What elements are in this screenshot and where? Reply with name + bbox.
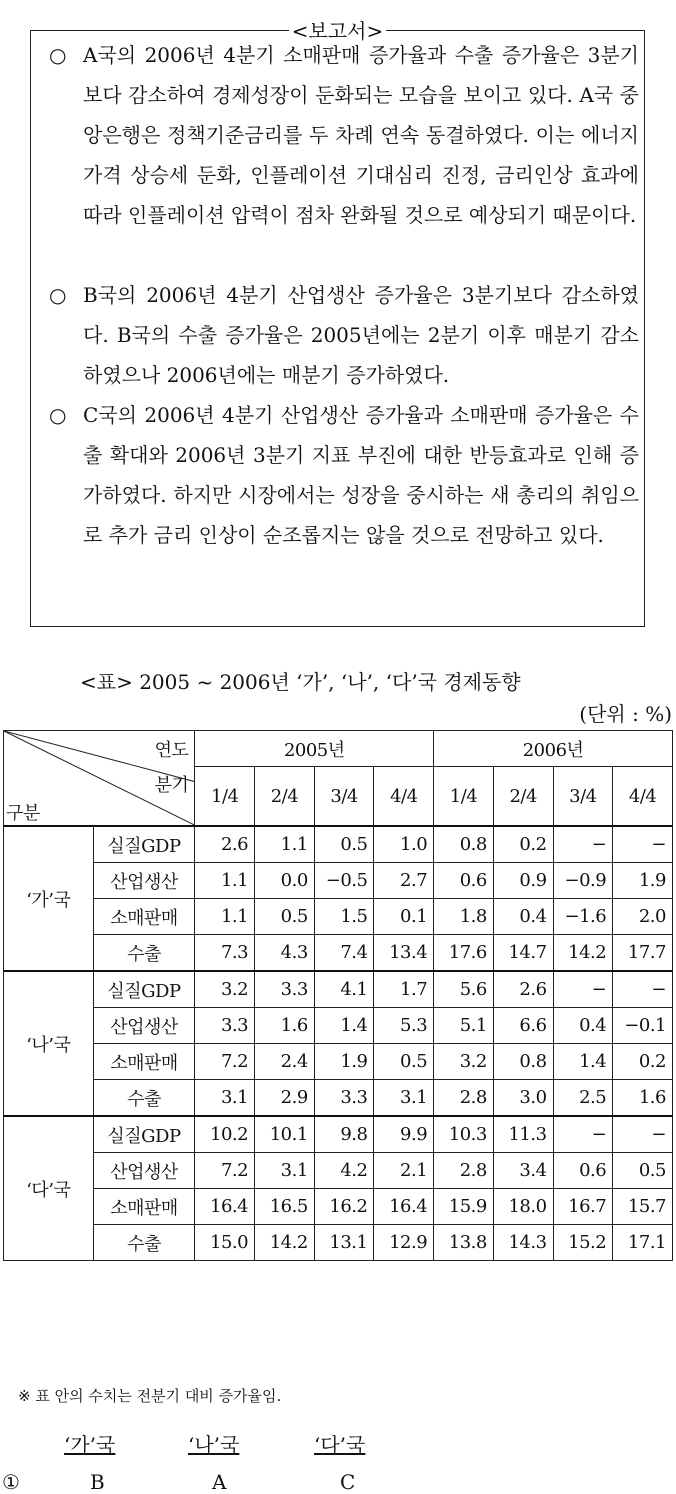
table-cell-value: 5.3 xyxy=(374,1008,434,1044)
table-cell-value: 4.2 xyxy=(314,1153,374,1189)
table-row xyxy=(4,935,673,972)
table-cell-value: 15.7 xyxy=(613,1189,673,1225)
table-cell-value: 3.2 xyxy=(195,971,255,1008)
indicator-label: 수출 xyxy=(93,1225,195,1261)
table-cell-value: 9.8 xyxy=(314,1116,374,1153)
indicator-label: 실질GDP xyxy=(93,971,195,1008)
table-row xyxy=(4,826,673,863)
table-note: ※ 표 안의 수치는 전분기 대비 증가율임. xyxy=(18,1387,282,1405)
table-row xyxy=(4,1189,673,1225)
table-cell-value: 16.2 xyxy=(314,1189,374,1225)
corner-category-label: 구분 xyxy=(6,803,40,824)
table-cell-value: 10.3 xyxy=(434,1116,494,1153)
table-cell-value: 5.6 xyxy=(434,971,494,1008)
table-cell-value: 3.4 xyxy=(493,1153,553,1189)
table-cell-value: 0.2 xyxy=(493,826,553,863)
report-title: <보고서> xyxy=(31,19,644,43)
table-cell-value: 16.7 xyxy=(553,1189,613,1225)
table-cell-value: 1.4 xyxy=(553,1044,613,1080)
table-row xyxy=(4,971,673,1008)
table-cell-value: 2.7 xyxy=(374,863,434,899)
table-cell-value: 2.1 xyxy=(374,1153,434,1189)
table-cell-value: 2.8 xyxy=(434,1080,494,1117)
table-cell-value: 4.1 xyxy=(314,971,374,1008)
answer-option-da: C xyxy=(340,1470,356,1494)
table-cell-value: 6.6 xyxy=(493,1008,553,1044)
table-cell-value: 15.0 xyxy=(195,1225,255,1261)
table-cell-value: 14.2 xyxy=(255,1225,315,1261)
table-cell-value: 1.0 xyxy=(374,826,434,863)
table-cell-value: 3.3 xyxy=(255,971,315,1008)
quarter-header: 4/4 xyxy=(613,767,673,827)
table-cell-value: 14.7 xyxy=(493,935,553,972)
report-box xyxy=(30,19,645,627)
report-paragraph-1: A국의 2006년 4분기 소매판매 증가율과 수출 증가율은 3분기보다 감소하여 경제성장이 둔화되는 모습을 보이고 있다. A국 중앙은행은 정책기준금리를 두 차례 연속 동결하였다. 이는 에너지가격 상승세 둔화, 인플레이션 기대심리 진정, 금리인상 효과에 따라 인플레이션 압력이 점차 완화될 것으로 예상되기 때문이다. xyxy=(83,43,639,227)
indicator-label: 소매판매 xyxy=(93,899,195,935)
country-group-label: ‘다’국 xyxy=(4,1116,94,1261)
quarter-header: 1/4 xyxy=(434,767,494,827)
table-cell-value: 7.2 xyxy=(195,1153,255,1189)
bullet-1: ○ xyxy=(49,43,67,67)
quarter-header: 3/4 xyxy=(314,767,374,827)
table-cell-value: 1.6 xyxy=(613,1080,673,1117)
table-cell-value: 0.6 xyxy=(434,863,494,899)
table-row xyxy=(4,1116,673,1153)
table-cell-value: 3.1 xyxy=(374,1080,434,1117)
table-cell-value: 1.1 xyxy=(195,863,255,899)
table-unit: (단위 : %) xyxy=(579,702,672,726)
table-cell-value: 14.3 xyxy=(493,1225,553,1261)
table-cell-value: −0.9 xyxy=(553,863,613,899)
table-cell-value: −0.5 xyxy=(314,863,374,899)
indicator-label: 소매판매 xyxy=(93,1044,195,1080)
table-cell-value: 14.2 xyxy=(553,935,613,972)
table-cell-value: 3.2 xyxy=(434,1044,494,1080)
country-group-label: ‘가’국 xyxy=(4,826,94,971)
table-cell-value: 4.3 xyxy=(255,935,315,972)
table-row xyxy=(4,863,673,899)
table-cell-value: −0.1 xyxy=(613,1008,673,1044)
table-cell-value: 18.0 xyxy=(493,1189,553,1225)
table-cell-value: 5.1 xyxy=(434,1008,494,1044)
bullet-2: ○ xyxy=(49,283,67,307)
report-paragraph-2: B국의 2006년 4분기 산업생산 증가율은 3분기보다 감소하였다. B국의 수출 증가율은 2005년에는 2분기 이후 매분기 감소하였으나 2006년에는 매분기 증가하였다. xyxy=(83,283,639,387)
table-cell-value: 1.4 xyxy=(314,1008,374,1044)
answer-header-ga: ‘가’국 xyxy=(64,1433,116,1457)
table-cell-value: 7.3 xyxy=(195,935,255,972)
corner-quarter-label: 분기 xyxy=(154,775,189,796)
table-cell-value: 1.8 xyxy=(434,899,494,935)
answer-header-da: ‘다’국 xyxy=(314,1433,366,1457)
table-cell-value: 17.1 xyxy=(613,1225,673,1261)
table-cell-value: 0.4 xyxy=(493,899,553,935)
indicator-label: 산업생산 xyxy=(93,1153,195,1189)
table-cell-value: 2.4 xyxy=(255,1044,315,1080)
table-cell-value: 13.1 xyxy=(314,1225,374,1261)
quarter-header: 2/4 xyxy=(493,767,553,827)
table-cell-value: 1.7 xyxy=(374,971,434,1008)
answer-option-na: A xyxy=(212,1470,227,1494)
table-row xyxy=(4,1080,673,1117)
indicator-label: 소매판매 xyxy=(93,1189,195,1225)
table-cell-value: 15.2 xyxy=(553,1225,613,1261)
table-row xyxy=(4,1153,673,1189)
table-cell-value: 1.9 xyxy=(613,863,673,899)
corner-year-label: 연도 xyxy=(154,740,189,761)
table-cell-value: 15.9 xyxy=(434,1189,494,1225)
table-cell-value: 2.0 xyxy=(613,899,673,935)
table-cell-value: 16.5 xyxy=(255,1189,315,1225)
economic-trends-table xyxy=(3,730,673,1261)
table-cell-value: 0.0 xyxy=(255,863,315,899)
table-row xyxy=(4,899,673,935)
table-cell-value: − xyxy=(553,971,613,1008)
table-cell-value: − xyxy=(553,826,613,863)
table-cell-value: 3.1 xyxy=(195,1080,255,1117)
table-cell-value: 0.5 xyxy=(613,1153,673,1189)
bullet-3: ○ xyxy=(49,403,67,427)
table-cell-value: 3.3 xyxy=(195,1008,255,1044)
table-row xyxy=(4,1044,673,1080)
table-cell-value: − xyxy=(553,1116,613,1153)
table-cell-value: 7.2 xyxy=(195,1044,255,1080)
table-cell-value: 1.1 xyxy=(255,826,315,863)
table-cell-value: 17.6 xyxy=(434,935,494,972)
table-cell-value: 12.9 xyxy=(374,1225,434,1261)
table-cell-value: 0.6 xyxy=(553,1153,613,1189)
indicator-label: 실질GDP xyxy=(93,1116,195,1153)
indicator-label: 산업생산 xyxy=(93,863,195,899)
table-cell-value: 1.1 xyxy=(195,899,255,935)
indicator-label: 수출 xyxy=(93,1080,195,1117)
table-cell-value: 17.7 xyxy=(613,935,673,972)
table-corner-cell xyxy=(4,731,195,827)
table-cell-value: 11.3 xyxy=(493,1116,553,1153)
table-cell-value: 1.5 xyxy=(314,899,374,935)
quarter-header: 2/4 xyxy=(255,767,315,827)
quarter-header: 4/4 xyxy=(374,767,434,827)
answer-option-number[interactable]: ① xyxy=(2,1470,20,1494)
table-cell-value: 0.8 xyxy=(434,826,494,863)
table-cell-value: 3.3 xyxy=(314,1080,374,1117)
quarter-header: 1/4 xyxy=(195,767,255,827)
table-cell-value: 0.5 xyxy=(314,826,374,863)
table-cell-value: −1.6 xyxy=(553,899,613,935)
table-cell-value: 10.2 xyxy=(195,1116,255,1153)
table-row xyxy=(4,1225,673,1261)
answer-option-ga: B xyxy=(90,1470,105,1494)
report-paragraph-3: C국의 2006년 4분기 산업생산 증가율과 소매판매 증가율은 수출 확대와 2006년 3분기 지표 부진에 대한 반등효과로 인해 증가하였다. 하지만 시장에서는 성장을 중시하는 새 총리의 취임으로 추가 금리 인상이 순조롭지는 않을 것으로 전망하고 있다. xyxy=(83,403,639,547)
table-cell-value: 3.1 xyxy=(255,1153,315,1189)
table-cell-value: 0.4 xyxy=(553,1008,613,1044)
quarter-header: 3/4 xyxy=(553,767,613,827)
table-cell-value: 3.0 xyxy=(493,1080,553,1117)
year-header-2005: 2005년 xyxy=(195,731,434,767)
table-cell-value: 0.1 xyxy=(374,899,434,935)
table-cell-value: 1.9 xyxy=(314,1044,374,1080)
table-cell-value: 2.6 xyxy=(195,826,255,863)
table-cell-value: 7.4 xyxy=(314,935,374,972)
table-cell-value: 0.5 xyxy=(374,1044,434,1080)
table-cell-value: 10.1 xyxy=(255,1116,315,1153)
country-group-label: ‘나’국 xyxy=(4,971,94,1116)
table-cell-value: − xyxy=(613,971,673,1008)
table-cell-value: − xyxy=(613,826,673,863)
table-cell-value: 2.5 xyxy=(553,1080,613,1117)
table-cell-value: 1.6 xyxy=(255,1008,315,1044)
table-row xyxy=(4,1008,673,1044)
indicator-label: 실질GDP xyxy=(93,826,195,863)
table-cell-value: 16.4 xyxy=(374,1189,434,1225)
table-cell-value: 0.8 xyxy=(493,1044,553,1080)
table-cell-value: − xyxy=(613,1116,673,1153)
table-cell-value: 9.9 xyxy=(374,1116,434,1153)
table-cell-value: 0.9 xyxy=(493,863,553,899)
table-caption: <표> 2005 ~ 2006년 ‘가’, ‘나’, ‘다’국 경제동향 xyxy=(80,670,521,694)
table-cell-value: 0.5 xyxy=(255,899,315,935)
table-cell-value: 0.2 xyxy=(613,1044,673,1080)
table-cell-value: 16.4 xyxy=(195,1189,255,1225)
indicator-label: 산업생산 xyxy=(93,1008,195,1044)
table-cell-value: 2.8 xyxy=(434,1153,494,1189)
indicator-label: 수출 xyxy=(93,935,195,972)
table-cell-value: 2.6 xyxy=(493,971,553,1008)
table-cell-value: 2.9 xyxy=(255,1080,315,1117)
year-header-2006: 2006년 xyxy=(434,731,673,767)
table-cell-value: 13.8 xyxy=(434,1225,494,1261)
answer-header-na: ‘나’국 xyxy=(188,1433,240,1457)
table-cell-value: 13.4 xyxy=(374,935,434,972)
